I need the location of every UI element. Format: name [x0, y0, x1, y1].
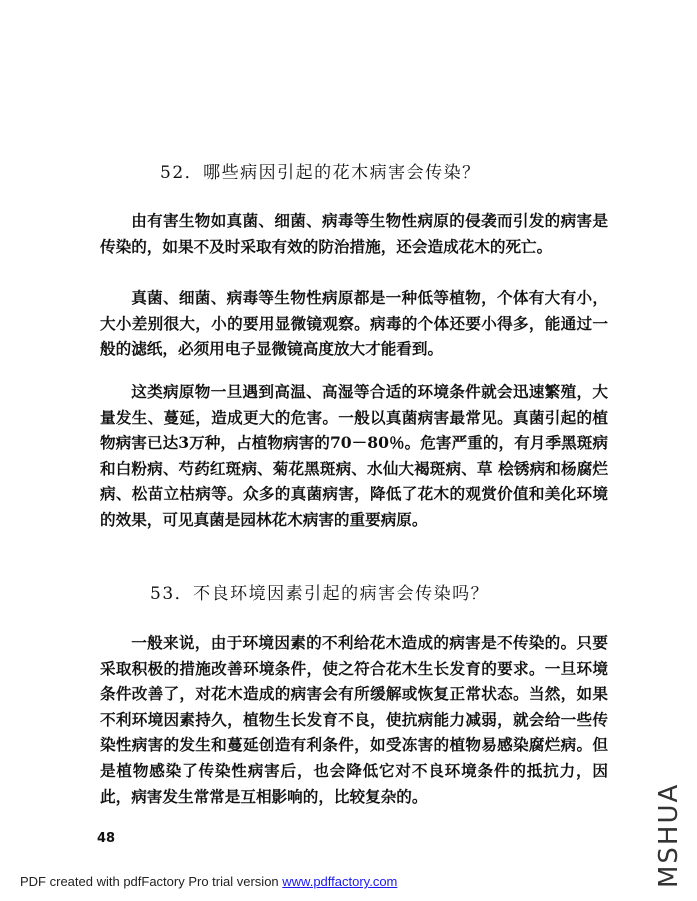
section-53-title: 53．不良环境因素引起的病害会传染吗？ [150, 584, 490, 604]
paragraph-52-2: 真菌、细菌、病毒等生物性病原都是一种低等植物，个体有大有小，大小差别很大，小的要用显微镜观察。病毒的个体还要小得多，能通过一般的滤纸，必须用电子显微镜高度放大才能看到。 [100, 288, 608, 359]
side-watermark: MSHUA [654, 782, 684, 888]
page-number: 48 [97, 831, 116, 846]
paragraph-52-1: 由有害生物如真菌、细菌、病毒等生物性病原的侵袭而引发的病害是传染的，如果不及时采取有效的防治措施，还会造成花木的死亡。 [100, 211, 608, 256]
footer-text: PDF created with pdfFactory Pro trial version [20, 874, 283, 889]
pdf-footer [20, 874, 397, 889]
section-52-title: 52．哪些病因引起的花木病害会传染？ [160, 163, 481, 183]
footer-link[interactable]: www.pdffactory.com [282, 874, 398, 889]
paragraph-52-3: 这类病原物一旦遇到高温、高湿等合适的环境条件就会迅速繁殖，大量发生、蔓延，造成更大的危害。一般以真菌病害最常见。真菌引起的植物病害已达3万种，占植物病害的70－80％。危害严重的，有月季黑斑病和白粉病、芍药红斑病、菊花黑斑病、水仙大褐斑病、草 桧锈病和杨腐烂病、松苗立枯病等。众多的真菌病害，降低了花木的观赏价值和美化环境的效果，可见真菌是园林花木病害的重要病原。 [100, 382, 608, 529]
paragraph-53-1: 一般来说，由于环境因素的不利给花木造成的病害是不传染的。只要采取积极的措施改善环境条件，使之符合花木生长发育的要求。一旦环境条件改善了，对花木造成的病害会有所缓解或恢复正常状态。当然，如果不利环境因素持久，植物生长发育不良，使抗病能力减弱，就会给一些传染性病害的发生和蔓延创造有利条件，如受冻害的植物易感染腐烂病。但是植物感染了传染性病害后，也会降低它对不良环境条件的抵抗力，因此，病害发生常常是互相影响的，比较复杂的。 [100, 633, 608, 806]
